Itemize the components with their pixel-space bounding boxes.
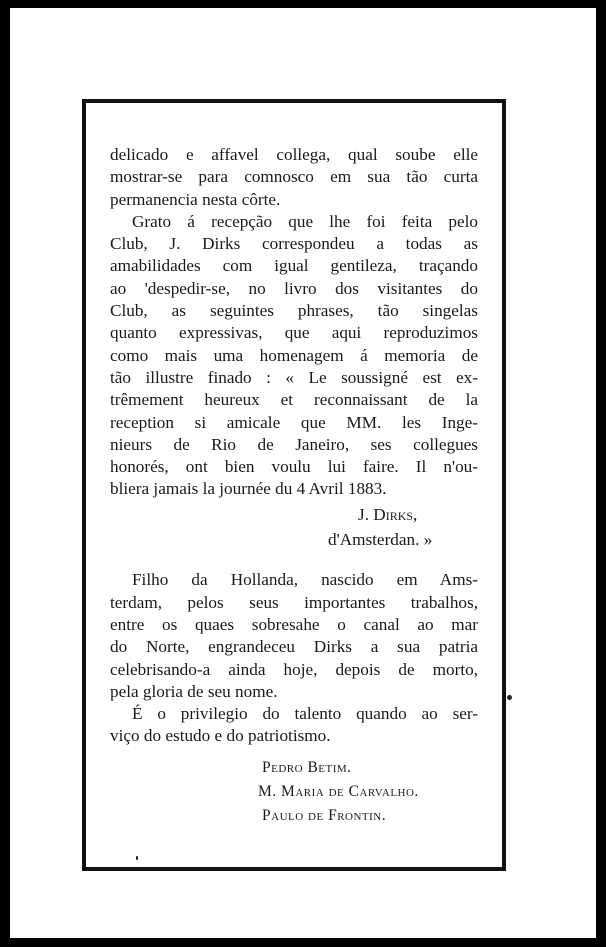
- paragraph-4-line-1: É o privilegio do talento quando ao ser-: [132, 704, 478, 724]
- ink-speck-dot: [136, 856, 138, 860]
- ink-speck-dot: [507, 695, 512, 700]
- paragraph-3-line-5: celebrisando-a ainda hoje, depois de morto,: [110, 659, 478, 679]
- paragraph-2-line-2: Club, J. Dirks correspondeu a todas as: [110, 234, 478, 254]
- paragraph-3-line-6: pela gloria de seu nome.: [110, 681, 278, 701]
- paragraph-2-line-10: reception si amicale que MM. les Inge-: [110, 412, 478, 432]
- paragraph-2-line-4: ao 'despedir-se, no livro dos visitantes do: [110, 278, 478, 298]
- paragraph-2-line-1: Grato á recepção que lhe foi feita pelo: [132, 211, 478, 231]
- paragraph-3-line-4: do Norte, engrandeceu Dirks a sua patria: [110, 637, 478, 657]
- signatory-2: M. Maria de Carvalho.: [258, 783, 419, 800]
- paragraph-2-line-5: Club, as seguintes phrases, tão singelas: [110, 301, 478, 321]
- paragraph-2-line-6: quanto expressivas, que aqui reproduzimos: [110, 323, 478, 343]
- paragraph-2-line-7: como mais uma homenagem á memoria de: [110, 345, 478, 365]
- signatories-block: [258, 756, 419, 828]
- paragraph-4-line-2: viço do estudo e do patriotismo.: [110, 726, 331, 746]
- paragraph-2-line-11: nieurs de Rio de Janeiro, ses collegues: [110, 434, 478, 454]
- section-spacer: [110, 551, 478, 569]
- paragraph-1-line-3: permanencia nesta côrte.: [110, 189, 281, 209]
- paragraph-2-line-3: amabilidades com igual gentileza, traçando: [110, 256, 478, 276]
- document-body: [110, 144, 478, 748]
- quote-signature-name: J. Dirks,: [358, 504, 418, 524]
- paragraph-3-line-3: entre os quaes sobresahe o canal ao mar: [110, 614, 478, 634]
- paragraph-2-line-8: tão illustre finado : « Le soussigné est ex-: [110, 367, 478, 387]
- paragraph-1-line-1: delicado e affavel collega, qual soube elle: [110, 145, 478, 164]
- quote-signature-place: d'Amsterdan. »: [328, 530, 433, 550]
- paragraph-1-line-2: mostrar-se para comnosco em sua tão curta: [110, 167, 478, 187]
- signatory-3: Paulo de Frontin.: [262, 807, 387, 824]
- signatory-1: Pedro Betim.: [262, 759, 352, 776]
- paragraph-3-line-2: terdam, pelos seus importantes trabalhos,: [110, 592, 478, 612]
- paragraph-3-line-1: Filho da Hollanda, nascido em Ams-: [132, 570, 478, 590]
- paragraph-2-line-12: honorés, ont bien voulu lui faire. Il n'ou-: [110, 457, 478, 477]
- paragraph-2-line-13: bliera jamais la journée du 4 Avril 1883.: [110, 479, 387, 499]
- paragraph-2-line-9: trêmement heureux et reconnaissant de la: [110, 390, 478, 410]
